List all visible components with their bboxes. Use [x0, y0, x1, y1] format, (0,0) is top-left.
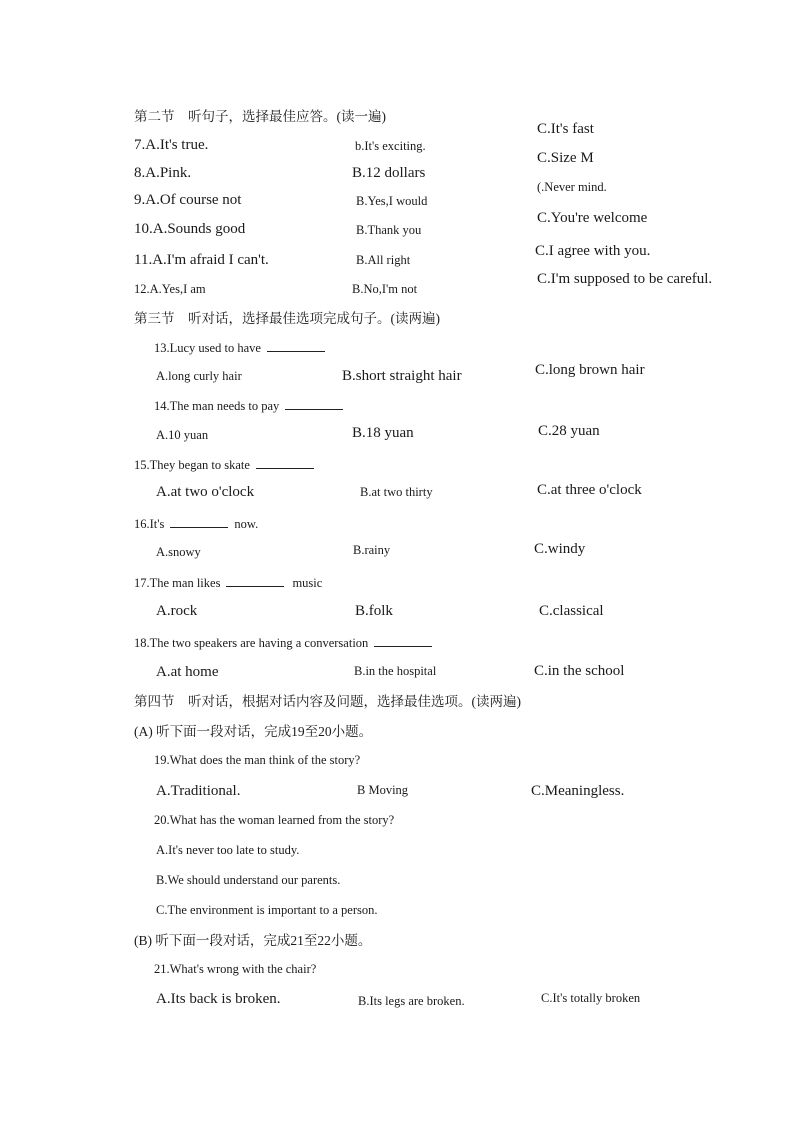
- q21-option-a: A.Its back is broken.: [156, 991, 281, 1007]
- q7-option-c: C.It's fast: [537, 121, 594, 137]
- q21-stem: 21.What's wrong with the chair?: [154, 962, 317, 976]
- q16-option-c: C.windy: [534, 541, 586, 557]
- q15-option-b: B.at two thirty: [360, 485, 433, 499]
- answer-blank: [226, 576, 284, 587]
- q19-stem: 19.What does the man think of the story?: [154, 753, 361, 767]
- part-b-heading: (B) 听下面一段对话，完成21至22小题。: [134, 933, 372, 948]
- q17-option-b: B.folk: [355, 603, 393, 619]
- q12-option-a: 12.A.Yes,I am: [134, 282, 206, 296]
- q10-option-c: C.You're welcome: [537, 210, 648, 226]
- q9-option-b: B.Yes,I would: [356, 194, 428, 208]
- q20-option-b: B.We should understand our parents.: [156, 873, 341, 887]
- answer-blank: [374, 636, 432, 647]
- q11-option-a: 11.A.I'm afraid I can't.: [134, 252, 269, 268]
- q14-option-b: B.18 yuan: [352, 425, 414, 441]
- q20-option-c: C.The environment is important to a person.: [156, 903, 378, 917]
- q13-option-b: B.short straight hair: [342, 368, 462, 384]
- q21-option-c: C.It's totally broken: [541, 991, 641, 1005]
- q10-option-a: 10.A.Sounds good: [134, 221, 246, 237]
- q16-stem: 16.It's now.: [134, 517, 259, 531]
- q13-stem: 13.Lucy used to have: [154, 341, 325, 355]
- q14-stem: 14.The man needs to pay: [154, 399, 343, 413]
- q17-option-a: A.rock: [156, 603, 198, 619]
- q8-option-c: C.Size M: [537, 150, 594, 166]
- q18-option-b: B.in the hospital: [354, 664, 437, 678]
- q14-option-c: C.28 yuan: [538, 423, 600, 439]
- answer-blank: [285, 399, 343, 410]
- q13-option-a: A.long curly hair: [156, 369, 242, 383]
- q19-option-b: B Moving: [357, 783, 409, 797]
- answer-blank: [267, 341, 325, 352]
- q20-option-a: A.It's never too late to study.: [156, 843, 300, 857]
- q20-stem: 20.What has the woman learned from the story?: [154, 813, 395, 827]
- section-4-heading: 第四节 听对话，根据对话内容及问题，选择最佳选项。(读两遍): [134, 694, 521, 709]
- q19-option-c: C.Meaningless.: [531, 783, 625, 799]
- q17-option-c: C.classical: [539, 603, 604, 619]
- q9-option-c: (.Never mind.: [537, 180, 607, 194]
- q8-option-b: B.12 dollars: [352, 165, 426, 181]
- q17-stem: 17.The man likes music: [134, 576, 323, 590]
- q21-option-b: B.Its legs are broken.: [358, 994, 465, 1008]
- answer-blank: [256, 458, 314, 469]
- q18-option-a: A.at home: [156, 664, 219, 680]
- q14-option-a: A.10 yuan: [156, 428, 209, 442]
- q15-stem: 15.They began to skate: [134, 458, 314, 472]
- q12-option-c: C.I'm supposed to be careful.: [537, 271, 713, 287]
- section-3-heading: 第三节 听对话，选择最佳选项完成句子。(读两遍): [134, 311, 440, 326]
- q7-option-a: 7.A.It's true.: [134, 137, 209, 153]
- q12-option-b: B.No,I'm not: [352, 282, 418, 296]
- q15-option-a: A.at two o'clock: [156, 484, 255, 500]
- q18-option-c: C.in the school: [534, 663, 625, 679]
- q19-option-a: A.Traditional.: [156, 783, 241, 799]
- q8-option-a: 8.A.Pink.: [134, 165, 192, 181]
- q13-option-c: C.long brown hair: [535, 362, 645, 378]
- q16-option-a: A.snowy: [156, 545, 201, 559]
- section-2-heading: 第二节 听句子，选择最佳应答。(读一遍): [134, 109, 386, 124]
- answer-blank: [170, 517, 228, 528]
- q10-option-b: B.Thank you: [356, 223, 422, 237]
- q7-option-b: b.It's exciting.: [355, 139, 426, 153]
- q11-option-b: B.All right: [356, 253, 411, 267]
- q16-option-b: B.rainy: [353, 543, 391, 557]
- q15-option-c: C.at three o'clock: [537, 482, 642, 498]
- part-a-heading: (A) 听下面一段对话，完成19至20小题。: [134, 724, 373, 739]
- q18-stem: 18.The two speakers are having a conversation: [134, 636, 432, 650]
- q11-option-c: C.I agree with you.: [535, 243, 651, 259]
- q9-option-a: 9.A.Of course not: [134, 192, 242, 208]
